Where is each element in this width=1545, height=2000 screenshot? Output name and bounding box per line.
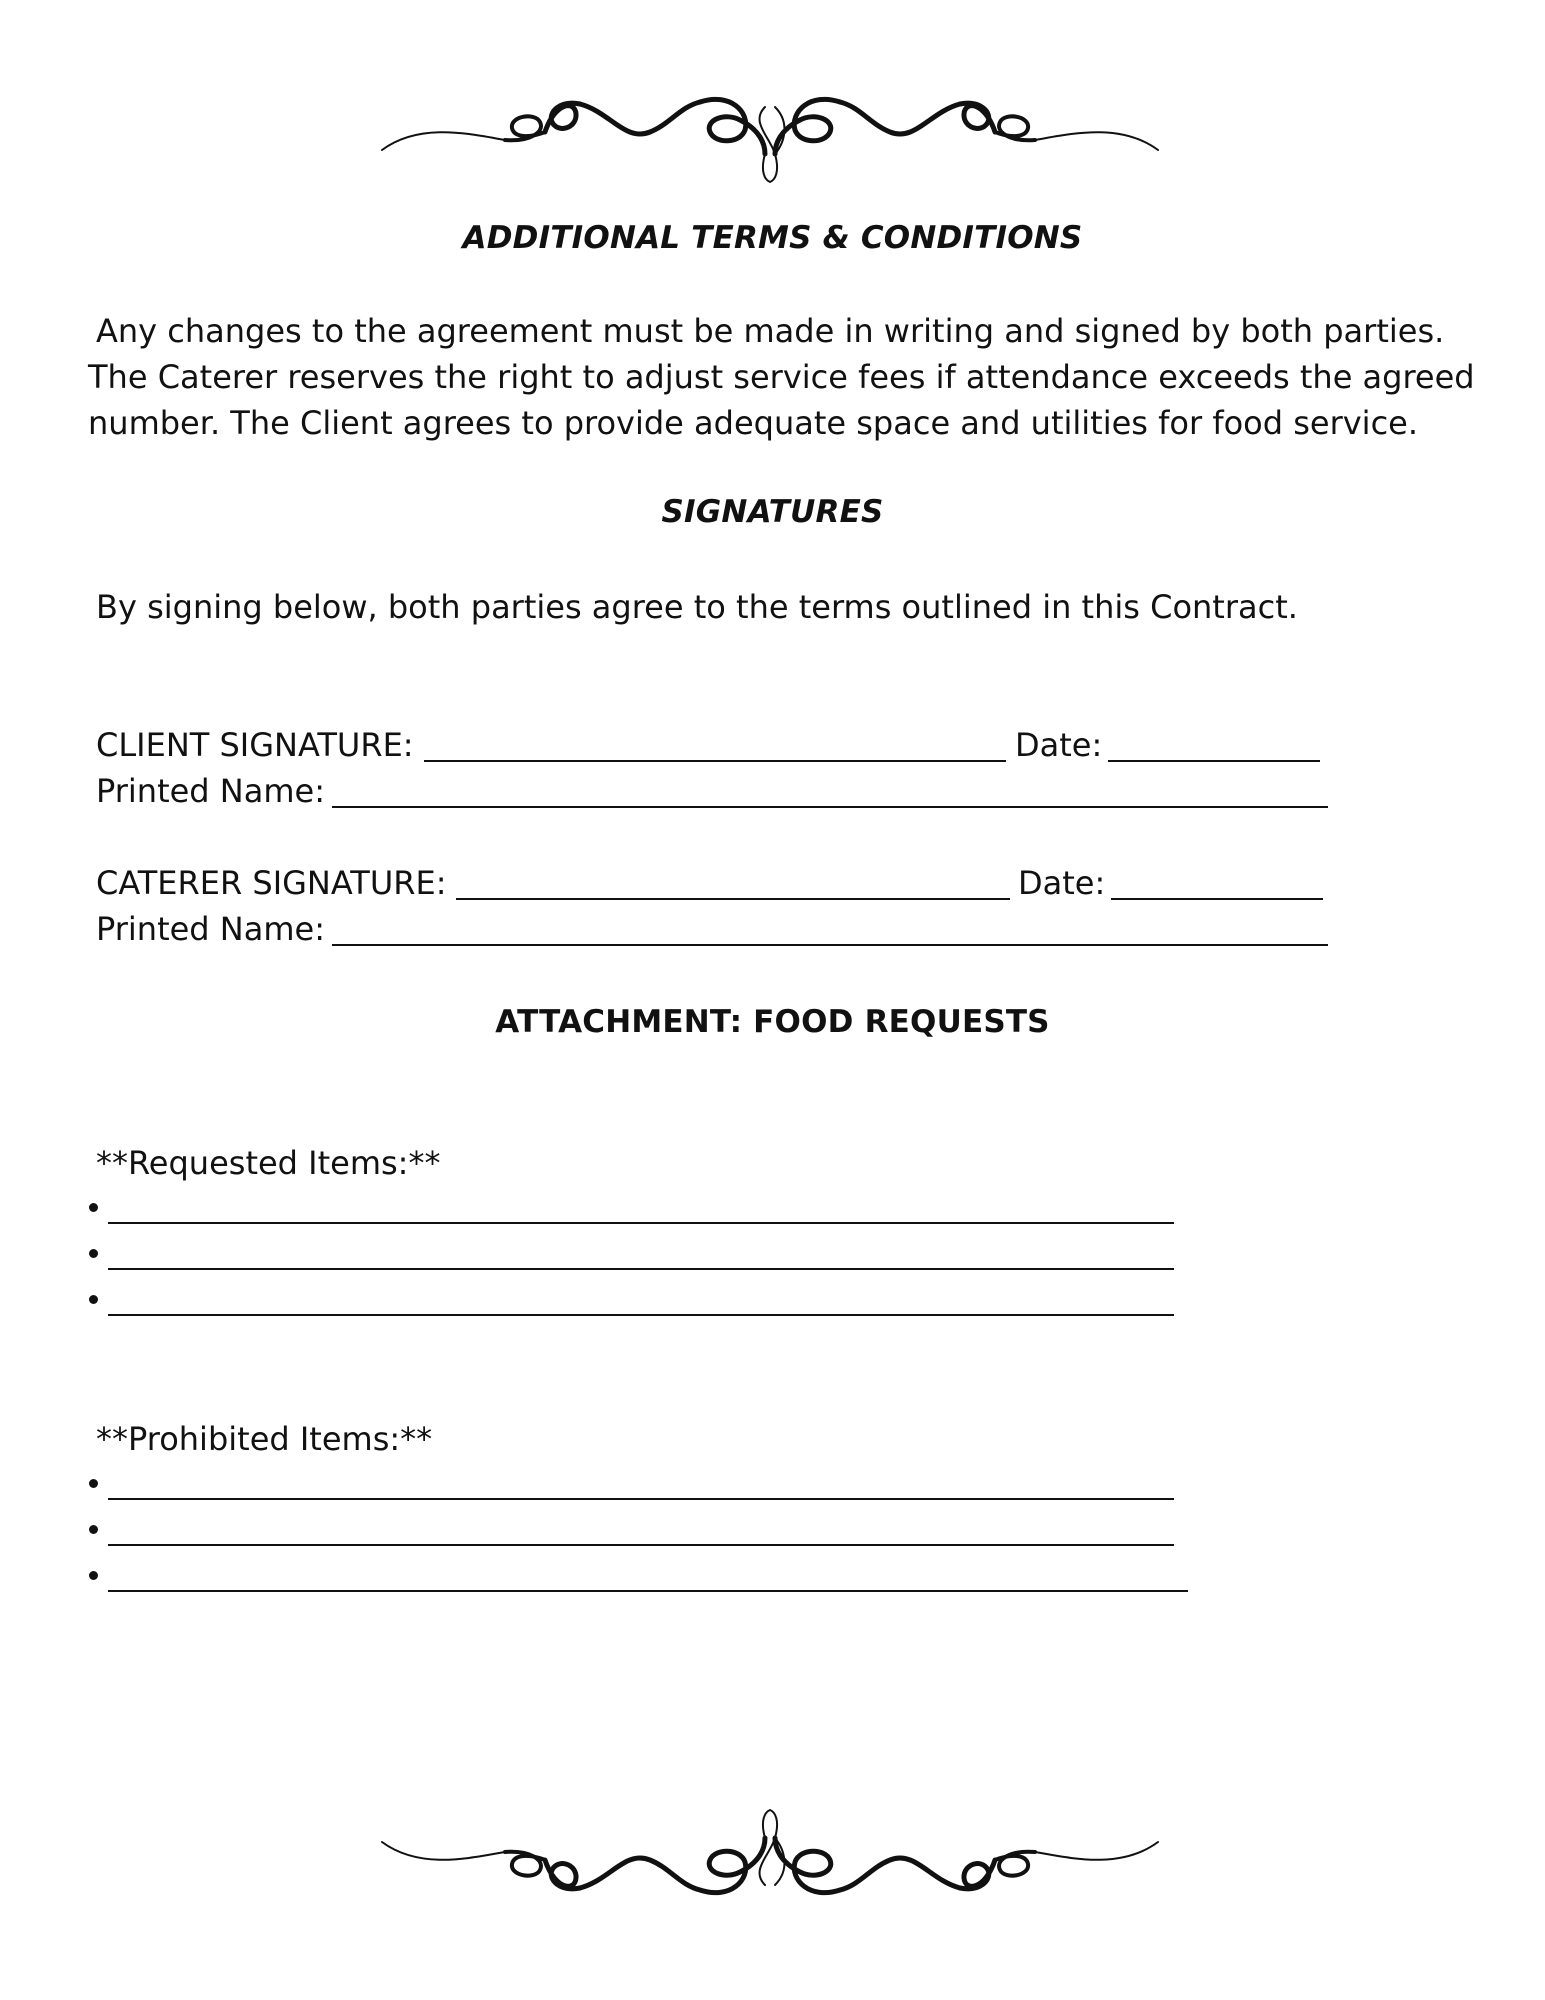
requested-item-bullet <box>89 1295 98 1304</box>
client-date-field[interactable] <box>1108 760 1320 762</box>
prohibited-items-label: **Prohibited Items:** <box>96 1420 433 1458</box>
requested-items-label: **Requested Items:** <box>96 1144 441 1182</box>
signatures-intro: By signing below, both parties agree to the terms outlined in this Contract. <box>96 588 1298 626</box>
requested-item-field-2[interactable] <box>108 1268 1174 1270</box>
terms-heading: ADDITIONAL TERMS & CONDITIONS <box>462 220 1083 256</box>
requested-item-bullet <box>89 1249 98 1258</box>
requested-item-field-1[interactable] <box>108 1222 1174 1224</box>
caterer-printed-name-field[interactable] <box>332 944 1328 946</box>
caterer-signature-field[interactable] <box>456 898 1010 900</box>
caterer-date-field[interactable] <box>1111 898 1323 900</box>
requested-item-bullet <box>89 1203 98 1212</box>
prohibited-item-bullet <box>89 1525 98 1534</box>
requested-item-field-3[interactable] <box>108 1314 1174 1316</box>
bottom-flourish-ornament <box>380 1800 1160 1910</box>
caterer-signature-label: CATERER SIGNATURE: <box>96 864 447 902</box>
top-flourish-ornament <box>380 82 1160 192</box>
prohibited-item-field-2[interactable] <box>108 1544 1174 1546</box>
terms-line-3: number. The Client agrees to provide adequate space and utilities for food service. <box>88 404 1419 442</box>
terms-line-1: Any changes to the agreement must be made in writing and signed by both parties. <box>96 312 1445 350</box>
prohibited-item-bullet <box>89 1479 98 1488</box>
prohibited-item-bullet <box>89 1571 98 1580</box>
terms-paragraph <box>88 308 1508 446</box>
terms-line-2: The Caterer reserves the right to adjust service fees if attendance exceeds the agreed <box>88 358 1475 396</box>
caterer-date-label: Date: <box>1018 864 1106 902</box>
attachment-heading: ATTACHMENT: FOOD REQUESTS <box>495 1004 1050 1040</box>
client-printed-name-field[interactable] <box>332 806 1328 808</box>
signatures-heading: SIGNATURES <box>661 494 884 530</box>
client-date-label: Date: <box>1015 726 1103 764</box>
caterer-printed-name-label: Printed Name: <box>96 910 325 948</box>
client-printed-name-label: Printed Name: <box>96 772 325 810</box>
prohibited-item-field-3[interactable] <box>108 1590 1188 1592</box>
prohibited-item-field-1[interactable] <box>108 1498 1174 1500</box>
client-signature-label: CLIENT SIGNATURE: <box>96 726 414 764</box>
client-signature-field[interactable] <box>424 760 1006 762</box>
